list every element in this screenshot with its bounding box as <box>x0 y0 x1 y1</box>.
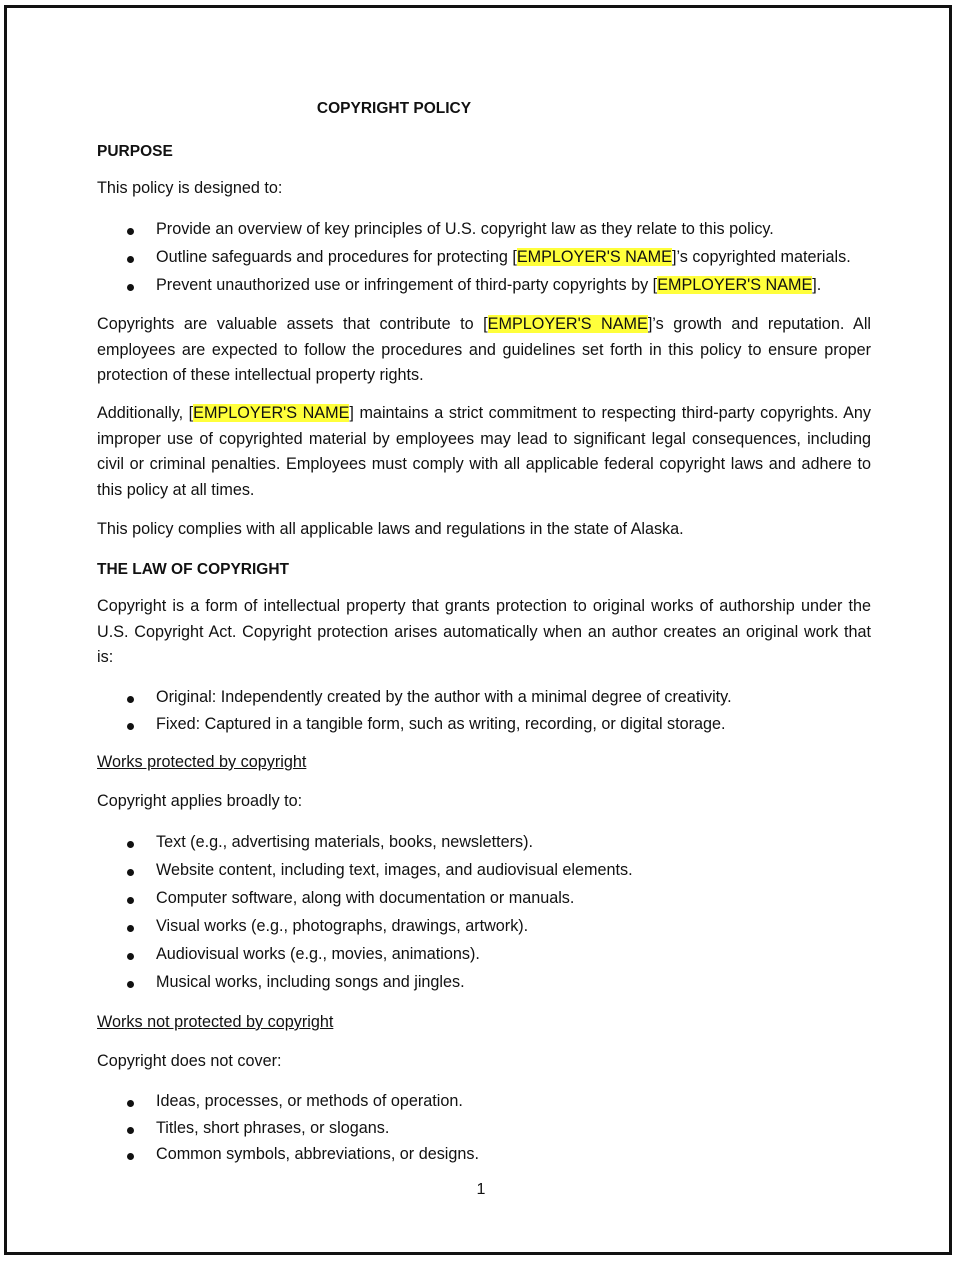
list-item: Audiovisual works (e.g., movies, animations). <box>97 943 871 971</box>
list-item: Prevent unauthorized use or infringement of third-party copyrights by [EMPLOYER'S NAME]. <box>97 274 871 302</box>
protected-list <box>97 831 871 999</box>
list-item: Common symbols, abbreviations, or designs. <box>97 1143 871 1170</box>
list-item: Text (e.g., advertising materials, books, newsletters). <box>97 831 871 859</box>
not-protected-heading: Works not protected by copyright <box>97 1013 334 1031</box>
list-item: Website content, including text, images, and audiovisual elements. <box>97 859 871 887</box>
placeholder-highlight: EMPLOYER'S NAME <box>657 276 813 294</box>
purpose-paragraph-3: This policy complies with all applicable laws and regulations in the state of Alaska. <box>97 520 684 538</box>
law-heading: THE LAW OF COPYRIGHT <box>97 561 290 578</box>
law-list <box>97 686 871 739</box>
purpose-heading: PURPOSE <box>97 143 173 160</box>
list-item: Outline safeguards and procedures for protecting [EMPLOYER'S NAME]’s copyrighted materials. <box>97 246 871 274</box>
document-title: COPYRIGHT POLICY <box>316 100 472 117</box>
list-item: Provide an overview of key principles of U.S. copyright law as they relate to this policy. <box>97 218 871 246</box>
list-item: Original: Independently created by the author with a minimal degree of creativity. <box>97 686 871 713</box>
placeholder-highlight: EMPLOYER'S NAME <box>516 248 672 266</box>
page-number: 1 <box>476 1181 486 1198</box>
purpose-paragraph-2: Additionally, [EMPLOYER'S NAME] maintains a strict commitment to respecting third-party copyrights. Any improper use of copyrighted material by employees may lead to significant legal consequences, including civil or criminal penalties. Employees must comply with all applicable federal copyright laws and adhere to this policy at all times. <box>97 404 872 499</box>
purpose-intro: This policy is designed to: <box>97 179 283 197</box>
protected-heading: Works protected by copyright <box>97 753 307 771</box>
list-item: Titles, short phrases, or slogans. <box>97 1117 871 1144</box>
placeholder-highlight: EMPLOYER'S NAME <box>487 315 648 333</box>
list-item: Fixed: Captured in a tangible form, such as writing, recording, or digital storage. <box>97 713 871 740</box>
not-protected-intro: Copyright does not cover: <box>97 1052 282 1070</box>
protected-intro: Copyright applies broadly to: <box>97 792 303 810</box>
list-item: Ideas, processes, or methods of operation. <box>97 1090 871 1117</box>
list-item: Musical works, including songs and jingles. <box>97 971 871 999</box>
placeholder-highlight: EMPLOYER'S NAME <box>193 404 350 422</box>
not-protected-list <box>97 1090 871 1170</box>
list-item: Computer software, along with documentation or manuals. <box>97 887 871 915</box>
purpose-paragraph-1: Copyrights are valuable assets that contribute to [EMPLOYER'S NAME]’s growth and reputation. All employees are expected to follow the procedures and guidelines set forth in this policy to ensure proper protection of these intellectual property rights. <box>97 315 872 385</box>
law-intro: Copyright is a form of intellectual property that grants protection to original works of authorship under the U.S. Copyright Act. Copyright protection arises automatically when an author creates an original work that is: <box>97 597 871 667</box>
purpose-list <box>97 218 871 302</box>
document-page <box>4 5 952 1255</box>
list-item: Visual works (e.g., photographs, drawings, artwork). <box>97 915 871 943</box>
